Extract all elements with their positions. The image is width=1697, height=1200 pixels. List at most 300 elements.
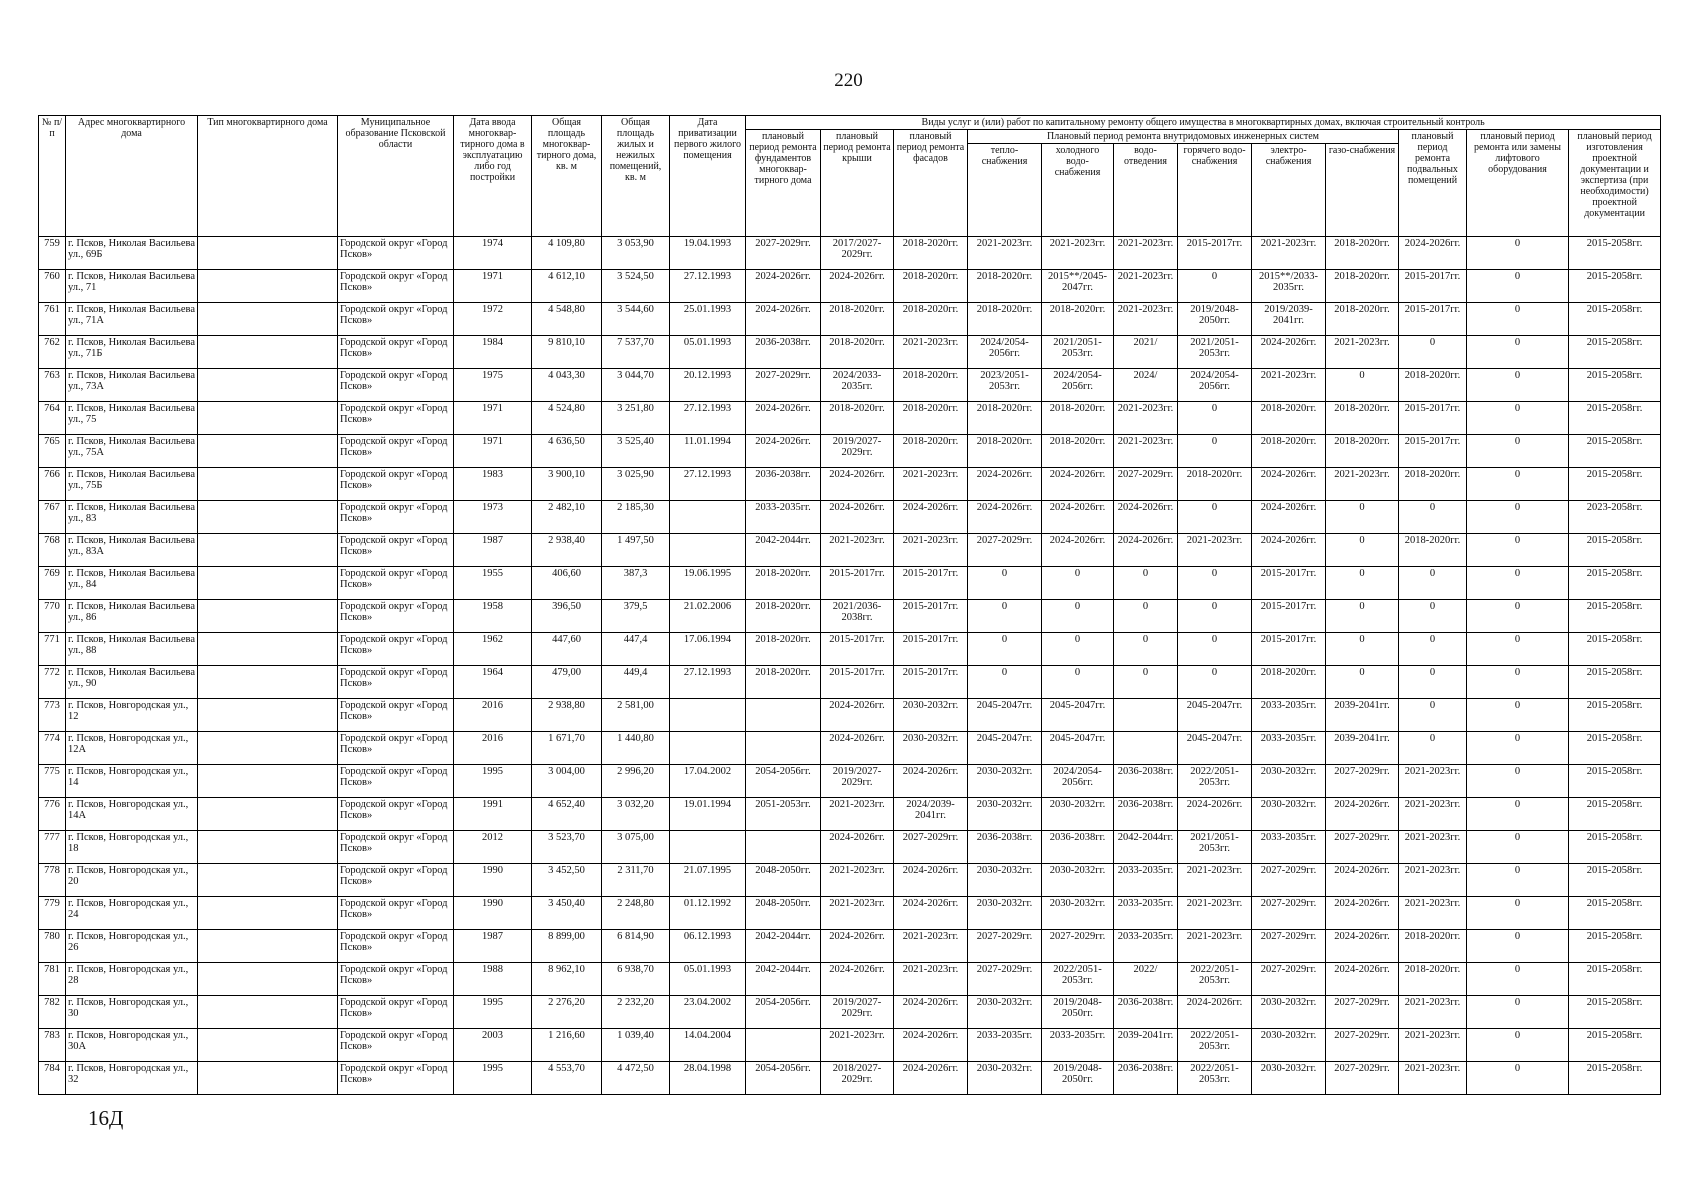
- house-type-cell: [198, 534, 338, 567]
- privatization-date-cell: [670, 699, 746, 732]
- living-area-cell: 1 440,80: [602, 732, 670, 765]
- design-docs-period-cell: 2015-2058гг.: [1569, 600, 1661, 633]
- elevator-period-cell: 0: [1467, 567, 1569, 600]
- header-engineering-group: Плановый период ремонта внутридомовых инженерных систем: [968, 130, 1399, 144]
- privatization-date-cell: 11.01.1994: [670, 435, 746, 468]
- sewage-period-cell: 2021-2023гг.: [1114, 237, 1178, 270]
- basement-period-cell: 0: [1399, 732, 1467, 765]
- row-number: 763: [39, 369, 66, 402]
- heat-period-cell: 0: [968, 666, 1042, 699]
- total-area-cell: 406,60: [532, 567, 602, 600]
- privatization-date-cell: 19.01.1994: [670, 798, 746, 831]
- commission-year-cell: 2003: [454, 1029, 532, 1062]
- heat-period-cell: 2030-2032гг.: [968, 1062, 1042, 1095]
- address-cell: г. Псков, Николая Васильева ул., 86: [66, 600, 198, 633]
- roof-period-cell: 2015-2017гг.: [821, 633, 894, 666]
- table-row: [39, 435, 1661, 468]
- header-basement: плановый период ремонта подвальных помещений: [1399, 130, 1467, 237]
- table-row: [39, 600, 1661, 633]
- row-number: 765: [39, 435, 66, 468]
- living-area-cell: 3 044,70: [602, 369, 670, 402]
- hot-water-period-cell: 0: [1178, 501, 1252, 534]
- cold-water-period-cell: 2024/2054-2056гг.: [1042, 369, 1114, 402]
- design-docs-period-cell: 2015-2058гг.: [1569, 798, 1661, 831]
- row-number: 764: [39, 402, 66, 435]
- foundation-period-cell: [746, 831, 821, 864]
- electricity-period-cell: 2015**/2033-2035гг.: [1252, 270, 1326, 303]
- elevator-period-cell: 0: [1467, 996, 1569, 1029]
- total-area-cell: 396,50: [532, 600, 602, 633]
- heat-period-cell: 2021-2023гг.: [968, 237, 1042, 270]
- hot-water-period-cell: 2021/2051-2053гг.: [1178, 831, 1252, 864]
- gas-period-cell: 2027-2029гг.: [1326, 996, 1399, 1029]
- heat-period-cell: 2023/2051-2053гг.: [968, 369, 1042, 402]
- basement-period-cell: 2021-2023гг.: [1399, 831, 1467, 864]
- privatization-date-cell: 17.04.2002: [670, 765, 746, 798]
- facade-period-cell: 2030-2032гг.: [894, 732, 968, 765]
- municipality-cell: Городской округ «Город Псков»: [338, 930, 454, 963]
- basement-period-cell: 2021-2023гг.: [1399, 1029, 1467, 1062]
- hot-water-period-cell: 2021/2051-2053гг.: [1178, 336, 1252, 369]
- header-municipality: Муниципальное образование Псковской области: [338, 116, 454, 237]
- facade-period-cell: 2015-2017гг.: [894, 567, 968, 600]
- hot-water-period-cell: 0: [1178, 633, 1252, 666]
- design-docs-period-cell: 2015-2058гг.: [1569, 237, 1661, 270]
- row-number: 775: [39, 765, 66, 798]
- house-type-cell: [198, 765, 338, 798]
- row-number: 784: [39, 1062, 66, 1095]
- elevator-period-cell: 0: [1467, 831, 1569, 864]
- cold-water-period-cell: 2024/2054-2056гг.: [1042, 765, 1114, 798]
- elevator-period-cell: 0: [1467, 1029, 1569, 1062]
- hot-water-period-cell: 2022/2051-2053гг.: [1178, 1029, 1252, 1062]
- facade-period-cell: 2024-2026гг.: [894, 501, 968, 534]
- total-area-cell: 8 962,10: [532, 963, 602, 996]
- facade-period-cell: 2021-2023гг.: [894, 468, 968, 501]
- address-cell: г. Псков, Новгородская ул., 20: [66, 864, 198, 897]
- sewage-period-cell: 2033-2035гг.: [1114, 930, 1178, 963]
- design-docs-period-cell: 2015-2058гг.: [1569, 897, 1661, 930]
- heat-period-cell: 2033-2035гг.: [968, 1029, 1042, 1062]
- design-docs-period-cell: 2015-2058гг.: [1569, 369, 1661, 402]
- living-area-cell: 6 938,70: [602, 963, 670, 996]
- table-row: [39, 534, 1661, 567]
- basement-period-cell: 2021-2023гг.: [1399, 897, 1467, 930]
- basement-period-cell: 0: [1399, 567, 1467, 600]
- basement-period-cell: 2024-2026гг.: [1399, 237, 1467, 270]
- hot-water-period-cell: 0: [1178, 402, 1252, 435]
- total-area-cell: 4 043,30: [532, 369, 602, 402]
- commission-year-cell: 1995: [454, 1062, 532, 1095]
- address-cell: г. Псков, Новгородская ул., 12: [66, 699, 198, 732]
- roof-period-cell: 2018/2027-2029гг.: [821, 1062, 894, 1095]
- row-number: 771: [39, 633, 66, 666]
- basement-period-cell: 0: [1399, 336, 1467, 369]
- address-cell: г. Псков, Новгородская ул., 14А: [66, 798, 198, 831]
- design-docs-period-cell: 2015-2058гг.: [1569, 732, 1661, 765]
- foundation-period-cell: 2048-2050гг.: [746, 897, 821, 930]
- living-area-cell: 3 075,00: [602, 831, 670, 864]
- electricity-period-cell: 2019/2039-2041гг.: [1252, 303, 1326, 336]
- municipality-cell: Городской округ «Город Псков»: [338, 534, 454, 567]
- header-living-area: Общая площадь жилых и нежилых помещений, кв. м: [602, 116, 670, 237]
- cold-water-period-cell: 2019/2048-2050гг.: [1042, 996, 1114, 1029]
- living-area-cell: 3 025,90: [602, 468, 670, 501]
- facade-period-cell: 2024-2026гг.: [894, 765, 968, 798]
- electricity-period-cell: 2024-2026гг.: [1252, 468, 1326, 501]
- living-area-cell: 3 251,80: [602, 402, 670, 435]
- total-area-cell: 2 482,10: [532, 501, 602, 534]
- total-area-cell: 4 612,10: [532, 270, 602, 303]
- header-commission-date: Дата ввода многоквар-тирного дома в эксплуатацию либо год постройки: [454, 116, 532, 237]
- row-number: 759: [39, 237, 66, 270]
- header-electricity: электро-снабжения: [1252, 144, 1326, 237]
- commission-year-cell: 1984: [454, 336, 532, 369]
- foundation-period-cell: 2024-2026гг.: [746, 270, 821, 303]
- roof-period-cell: 2024-2026гг.: [821, 963, 894, 996]
- elevator-period-cell: 0: [1467, 270, 1569, 303]
- row-number: 781: [39, 963, 66, 996]
- house-type-cell: [198, 996, 338, 1029]
- house-type-cell: [198, 336, 338, 369]
- municipality-cell: Городской округ «Город Псков»: [338, 699, 454, 732]
- header-privatization-date: Дата приватизации первого жилого помещения: [670, 116, 746, 237]
- commission-year-cell: 1958: [454, 600, 532, 633]
- table-row: [39, 270, 1661, 303]
- row-number: 774: [39, 732, 66, 765]
- privatization-date-cell: 05.01.1993: [670, 336, 746, 369]
- basement-period-cell: 2021-2023гг.: [1399, 1062, 1467, 1095]
- foundation-period-cell: 2018-2020гг.: [746, 633, 821, 666]
- commission-year-cell: 2016: [454, 732, 532, 765]
- municipality-cell: Городской округ «Город Псков»: [338, 435, 454, 468]
- facade-period-cell: 2018-2020гг.: [894, 237, 968, 270]
- facade-period-cell: 2015-2017гг.: [894, 633, 968, 666]
- roof-period-cell: 2015-2017гг.: [821, 567, 894, 600]
- house-type-cell: [198, 303, 338, 336]
- foundation-period-cell: 2042-2044гг.: [746, 963, 821, 996]
- municipality-cell: Городской округ «Город Псков»: [338, 1062, 454, 1095]
- commission-year-cell: 1971: [454, 435, 532, 468]
- heat-period-cell: 2030-2032гг.: [968, 765, 1042, 798]
- total-area-cell: 4 548,80: [532, 303, 602, 336]
- roof-period-cell: 2018-2020гг.: [821, 303, 894, 336]
- commission-year-cell: 1988: [454, 963, 532, 996]
- total-area-cell: 447,60: [532, 633, 602, 666]
- living-area-cell: 449,4: [602, 666, 670, 699]
- basement-period-cell: 0: [1399, 699, 1467, 732]
- facade-period-cell: 2030-2032гг.: [894, 699, 968, 732]
- table-row: [39, 303, 1661, 336]
- electricity-period-cell: 2030-2032гг.: [1252, 798, 1326, 831]
- facade-period-cell: 2024/2039-2041гг.: [894, 798, 968, 831]
- living-area-cell: 2 996,20: [602, 765, 670, 798]
- heat-period-cell: 2030-2032гг.: [968, 864, 1042, 897]
- design-docs-period-cell: 2015-2058гг.: [1569, 1062, 1661, 1095]
- heat-period-cell: 2024-2026гг.: [968, 468, 1042, 501]
- hot-water-period-cell: 0: [1178, 270, 1252, 303]
- commission-year-cell: 1975: [454, 369, 532, 402]
- municipality-cell: Городской округ «Город Псков»: [338, 1029, 454, 1062]
- total-area-cell: 1 216,60: [532, 1029, 602, 1062]
- commission-year-cell: 1971: [454, 402, 532, 435]
- basement-period-cell: 2018-2020гг.: [1399, 963, 1467, 996]
- facade-period-cell: 2027-2029гг.: [894, 831, 968, 864]
- header-total-area: Общая площадь многоквар-тирного дома, кв. м: [532, 116, 602, 237]
- hot-water-period-cell: 2021-2023гг.: [1178, 930, 1252, 963]
- elevator-period-cell: 0: [1467, 732, 1569, 765]
- electricity-period-cell: 2027-2029гг.: [1252, 897, 1326, 930]
- table-body: [39, 237, 1661, 1095]
- living-area-cell: 3 525,40: [602, 435, 670, 468]
- row-number: 780: [39, 930, 66, 963]
- header-cold-water: холодного водо-снабжения: [1042, 144, 1114, 237]
- total-area-cell: 479,00: [532, 666, 602, 699]
- foundation-period-cell: 2018-2020гг.: [746, 600, 821, 633]
- sewage-period-cell: 2021/: [1114, 336, 1178, 369]
- commission-year-cell: 1990: [454, 864, 532, 897]
- cold-water-period-cell: 2027-2029гг.: [1042, 930, 1114, 963]
- commission-year-cell: 1962: [454, 633, 532, 666]
- gas-period-cell: 0: [1326, 633, 1399, 666]
- municipality-cell: Городской округ «Город Псков»: [338, 237, 454, 270]
- basement-period-cell: 2018-2020гг.: [1399, 369, 1467, 402]
- municipality-cell: Городской округ «Город Псков»: [338, 567, 454, 600]
- gas-period-cell: 2018-2020гг.: [1326, 435, 1399, 468]
- privatization-date-cell: 25.01.1993: [670, 303, 746, 336]
- house-type-cell: [198, 963, 338, 996]
- row-number: 772: [39, 666, 66, 699]
- commission-year-cell: 1974: [454, 237, 532, 270]
- privatization-date-cell: 27.12.1993: [670, 402, 746, 435]
- foundation-period-cell: 2036-2038гг.: [746, 336, 821, 369]
- table-row: [39, 468, 1661, 501]
- electricity-period-cell: 2018-2020гг.: [1252, 666, 1326, 699]
- address-cell: г. Псков, Новгородская ул., 18: [66, 831, 198, 864]
- house-type-cell: [198, 831, 338, 864]
- gas-period-cell: 2027-2029гг.: [1326, 765, 1399, 798]
- electricity-period-cell: 2024-2026гг.: [1252, 534, 1326, 567]
- cold-water-period-cell: 2024-2026гг.: [1042, 468, 1114, 501]
- privatization-date-cell: [670, 534, 746, 567]
- electricity-period-cell: 2027-2029гг.: [1252, 864, 1326, 897]
- house-type-cell: [198, 1062, 338, 1095]
- living-area-cell: 7 537,70: [602, 336, 670, 369]
- electricity-period-cell: 2030-2032гг.: [1252, 1029, 1326, 1062]
- living-area-cell: 2 311,70: [602, 864, 670, 897]
- elevator-period-cell: 0: [1467, 765, 1569, 798]
- gas-period-cell: 2021-2023гг.: [1326, 336, 1399, 369]
- sewage-period-cell: 2022/: [1114, 963, 1178, 996]
- design-docs-period-cell: 2015-2058гг.: [1569, 864, 1661, 897]
- electricity-period-cell: 2015-2017гг.: [1252, 600, 1326, 633]
- hot-water-period-cell: 2024-2026гг.: [1178, 996, 1252, 1029]
- hot-water-period-cell: 2021-2023гг.: [1178, 534, 1252, 567]
- facade-period-cell: 2015-2017гг.: [894, 666, 968, 699]
- total-area-cell: 4 524,80: [532, 402, 602, 435]
- foundation-period-cell: [746, 1029, 821, 1062]
- privatization-date-cell: 27.12.1993: [670, 666, 746, 699]
- design-docs-period-cell: 2015-2058гг.: [1569, 336, 1661, 369]
- page-number: 220: [834, 70, 863, 91]
- facade-period-cell: 2024-2026гг.: [894, 1029, 968, 1062]
- row-number: 773: [39, 699, 66, 732]
- foundation-period-cell: 2027-2029гг.: [746, 237, 821, 270]
- sewage-period-cell: 2042-2044гг.: [1114, 831, 1178, 864]
- electricity-period-cell: 2033-2035гг.: [1252, 699, 1326, 732]
- municipality-cell: Городской округ «Город Псков»: [338, 732, 454, 765]
- house-type-cell: [198, 864, 338, 897]
- table-row: [39, 369, 1661, 402]
- facade-period-cell: 2021-2023гг.: [894, 336, 968, 369]
- design-docs-period-cell: 2015-2058гг.: [1569, 270, 1661, 303]
- total-area-cell: 2 938,40: [532, 534, 602, 567]
- hot-water-period-cell: 2022/2051-2053гг.: [1178, 1062, 1252, 1095]
- foundation-period-cell: 2048-2050гг.: [746, 864, 821, 897]
- facade-period-cell: 2024-2026гг.: [894, 864, 968, 897]
- row-number: 778: [39, 864, 66, 897]
- cold-water-period-cell: 2024-2026гг.: [1042, 501, 1114, 534]
- elevator-period-cell: 0: [1467, 600, 1569, 633]
- foundation-period-cell: [746, 699, 821, 732]
- gas-period-cell: 0: [1326, 501, 1399, 534]
- municipality-cell: Городской округ «Город Псков»: [338, 633, 454, 666]
- heat-period-cell: 2027-2029гг.: [968, 963, 1042, 996]
- electricity-period-cell: 2030-2032гг.: [1252, 996, 1326, 1029]
- electricity-period-cell: 2033-2035гг.: [1252, 732, 1326, 765]
- design-docs-period-cell: 2015-2058гг.: [1569, 402, 1661, 435]
- roof-period-cell: 2024/2033-2035гг.: [821, 369, 894, 402]
- commission-year-cell: 1987: [454, 534, 532, 567]
- cold-water-period-cell: 2018-2020гг.: [1042, 435, 1114, 468]
- design-docs-period-cell: 2015-2058гг.: [1569, 831, 1661, 864]
- heat-period-cell: 2027-2029гг.: [968, 930, 1042, 963]
- electricity-period-cell: 2024-2026гг.: [1252, 501, 1326, 534]
- commission-year-cell: 1971: [454, 270, 532, 303]
- row-number: 783: [39, 1029, 66, 1062]
- hot-water-period-cell: 2021-2023гг.: [1178, 864, 1252, 897]
- total-area-cell: 2 276,20: [532, 996, 602, 1029]
- heat-period-cell: 2030-2032гг.: [968, 798, 1042, 831]
- living-area-cell: 2 248,80: [602, 897, 670, 930]
- house-type-cell: [198, 435, 338, 468]
- header-works-group: Виды услуг и (или) работ по капитальному ремонту общего имущества в многоквартирных домах, включая строительный контроль: [746, 116, 1661, 130]
- table-row: [39, 831, 1661, 864]
- municipality-cell: Городской округ «Город Псков»: [338, 765, 454, 798]
- total-area-cell: 9 810,10: [532, 336, 602, 369]
- roof-period-cell: 2024-2026гг.: [821, 930, 894, 963]
- living-area-cell: 1 039,40: [602, 1029, 670, 1062]
- house-type-cell: [198, 237, 338, 270]
- privatization-date-cell: 20.12.1993: [670, 369, 746, 402]
- address-cell: г. Псков, Новгородская ул., 26: [66, 930, 198, 963]
- header-sewage: водо-отведения: [1114, 144, 1178, 237]
- address-cell: г. Псков, Николая Васильева ул., 88: [66, 633, 198, 666]
- basement-period-cell: 2015-2017гг.: [1399, 270, 1467, 303]
- commission-year-cell: 1991: [454, 798, 532, 831]
- municipality-cell: Городской округ «Город Псков»: [338, 996, 454, 1029]
- hot-water-period-cell: 2045-2047гг.: [1178, 732, 1252, 765]
- elevator-period-cell: 0: [1467, 303, 1569, 336]
- commission-year-cell: 1955: [454, 567, 532, 600]
- header-heat: тепло-снабжения: [968, 144, 1042, 237]
- design-docs-period-cell: 2015-2058гг.: [1569, 930, 1661, 963]
- facade-period-cell: 2024-2026гг.: [894, 897, 968, 930]
- header-facade: плановый период ремонта фасадов: [894, 130, 968, 237]
- heat-period-cell: 2018-2020гг.: [968, 270, 1042, 303]
- heat-period-cell: 2024-2026гг.: [968, 501, 1042, 534]
- sewage-period-cell: [1114, 732, 1178, 765]
- row-number: 767: [39, 501, 66, 534]
- elevator-period-cell: 0: [1467, 435, 1569, 468]
- hot-water-period-cell: 2024-2026гг.: [1178, 798, 1252, 831]
- municipality-cell: Городской округ «Город Псков»: [338, 270, 454, 303]
- roof-period-cell: 2015-2017гг.: [821, 666, 894, 699]
- facade-period-cell: 2018-2020гг.: [894, 369, 968, 402]
- row-number: 779: [39, 897, 66, 930]
- privatization-date-cell: 23.04.2002: [670, 996, 746, 1029]
- cold-water-period-cell: 0: [1042, 567, 1114, 600]
- table-row: [39, 996, 1661, 1029]
- electricity-period-cell: 2021-2023гг.: [1252, 369, 1326, 402]
- basement-period-cell: 2021-2023гг.: [1399, 765, 1467, 798]
- elevator-period-cell: 0: [1467, 468, 1569, 501]
- heat-period-cell: 2030-2032гг.: [968, 897, 1042, 930]
- hot-water-period-cell: 0: [1178, 567, 1252, 600]
- basement-period-cell: 2018-2020гг.: [1399, 534, 1467, 567]
- heat-period-cell: 0: [968, 567, 1042, 600]
- privatization-date-cell: 06.12.1993: [670, 930, 746, 963]
- sewage-period-cell: [1114, 699, 1178, 732]
- foundation-period-cell: 2033-2035гг.: [746, 501, 821, 534]
- row-number: 766: [39, 468, 66, 501]
- municipality-cell: Городской округ «Город Псков»: [338, 864, 454, 897]
- privatization-date-cell: 27.12.1993: [670, 468, 746, 501]
- table-row: [39, 402, 1661, 435]
- design-docs-period-cell: 2015-2058гг.: [1569, 666, 1661, 699]
- roof-period-cell: 2021-2023гг.: [821, 897, 894, 930]
- address-cell: г. Псков, Новгородская ул., 24: [66, 897, 198, 930]
- total-area-cell: 4 636,50: [532, 435, 602, 468]
- design-docs-period-cell: 2015-2058гг.: [1569, 468, 1661, 501]
- address-cell: г. Псков, Новгородская ул., 28: [66, 963, 198, 996]
- table-row: [39, 1062, 1661, 1095]
- total-area-cell: 3 523,70: [532, 831, 602, 864]
- basement-period-cell: 2021-2023гг.: [1399, 864, 1467, 897]
- electricity-period-cell: 2027-2029гг.: [1252, 930, 1326, 963]
- roof-period-cell: 2019/2027-2029гг.: [821, 435, 894, 468]
- total-area-cell: 2 938,80: [532, 699, 602, 732]
- cold-water-period-cell: 2024-2026гг.: [1042, 534, 1114, 567]
- sewage-period-cell: 2024-2026гг.: [1114, 534, 1178, 567]
- basement-period-cell: 2018-2020гг.: [1399, 468, 1467, 501]
- basement-period-cell: 0: [1399, 600, 1467, 633]
- electricity-period-cell: 2024-2026гг.: [1252, 336, 1326, 369]
- privatization-date-cell: 27.12.1993: [670, 270, 746, 303]
- cold-water-period-cell: 2033-2035гг.: [1042, 1029, 1114, 1062]
- table-row: [39, 633, 1661, 666]
- hot-water-period-cell: 2045-2047гг.: [1178, 699, 1252, 732]
- sewage-period-cell: 2039-2041гг.: [1114, 1029, 1178, 1062]
- design-docs-period-cell: 2023-2058гг.: [1569, 501, 1661, 534]
- header-address: Адрес многоквартирного дома: [66, 116, 198, 237]
- cold-water-period-cell: 2030-2032гг.: [1042, 798, 1114, 831]
- address-cell: г. Псков, Николая Васильева ул., 83А: [66, 534, 198, 567]
- roof-period-cell: 2018-2020гг.: [821, 402, 894, 435]
- design-docs-period-cell: 2015-2058гг.: [1569, 567, 1661, 600]
- living-area-cell: 3 544,60: [602, 303, 670, 336]
- elevator-period-cell: 0: [1467, 930, 1569, 963]
